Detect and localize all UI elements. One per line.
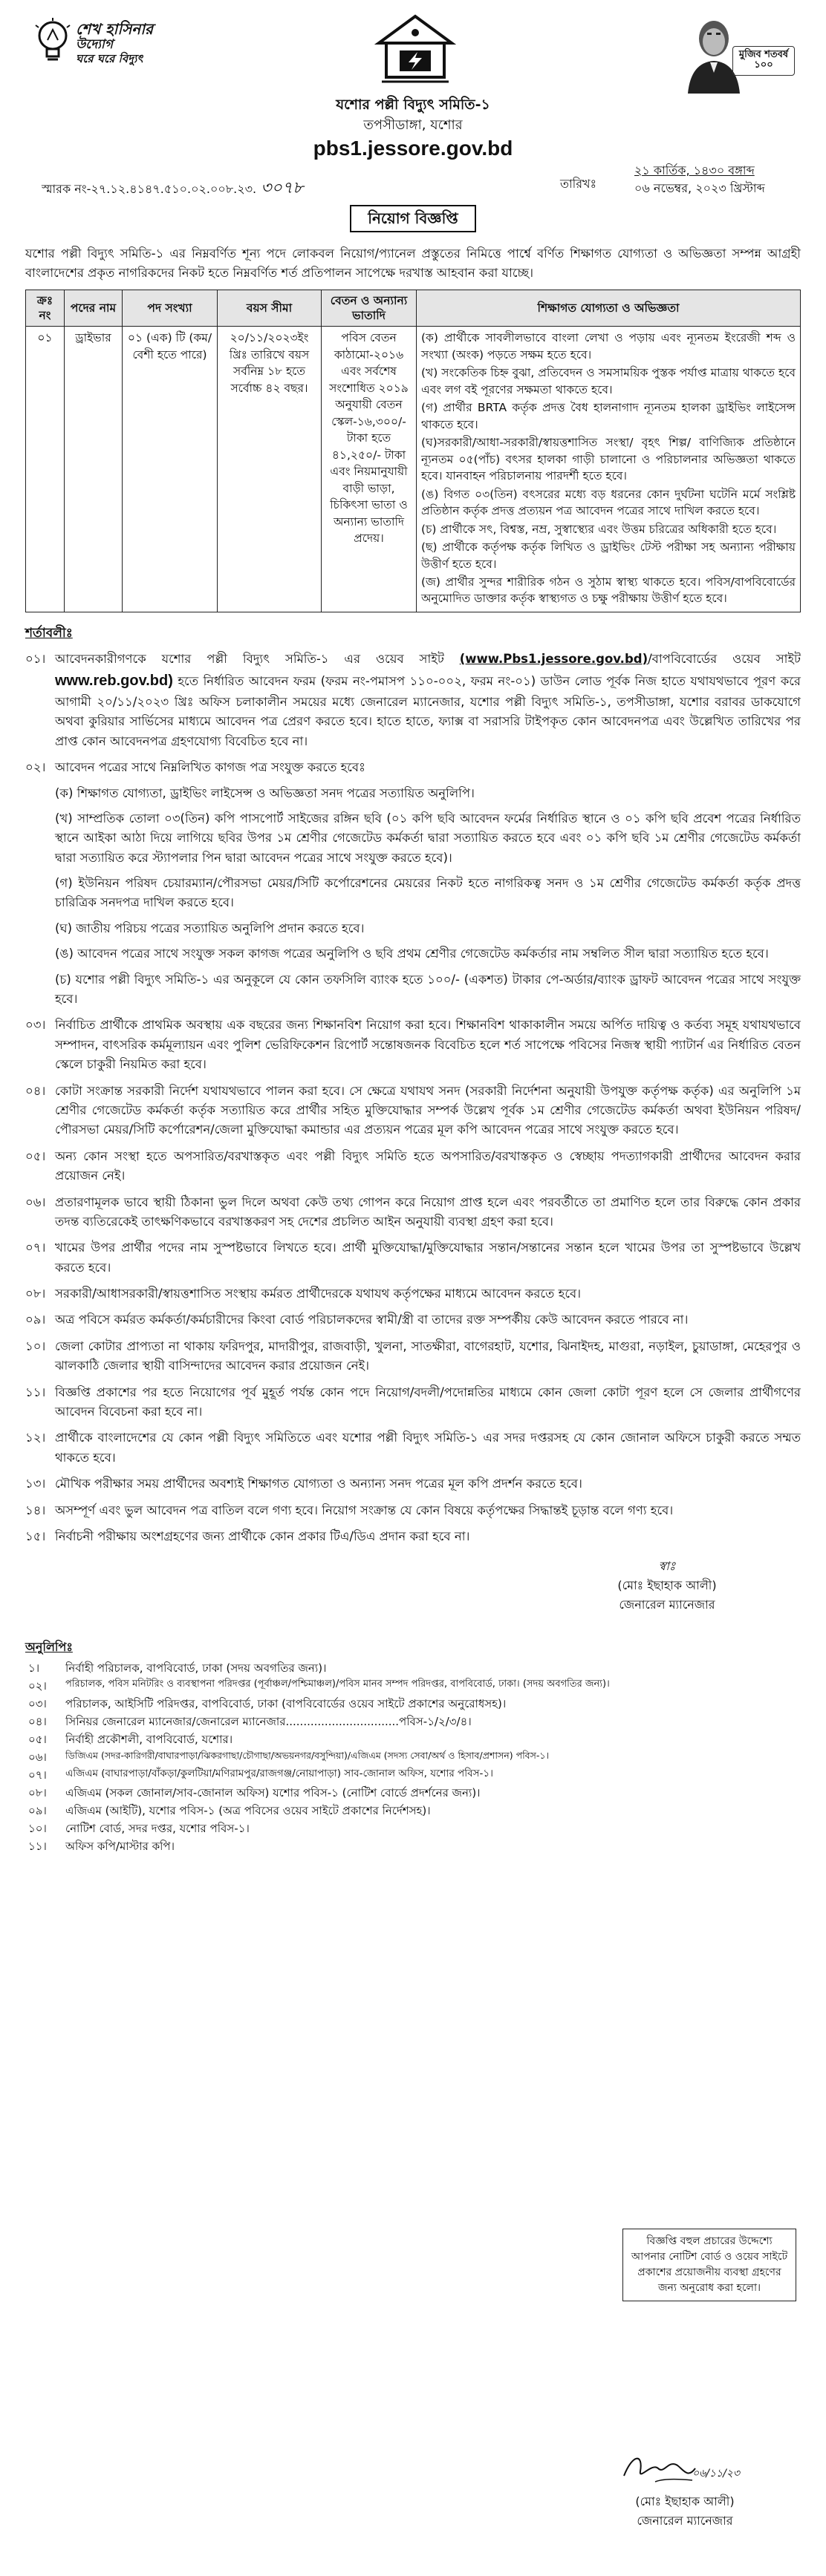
cell-serial: ০১ (26, 327, 65, 612)
condition-number: ০৩। (25, 1018, 46, 1033)
condition-2-sub: (ক) শিক্ষাগত যোগ্যতা, ড্রাইভিং লাইসেন্স ও অভিজ্ঞতা সনদ পত্রের সত্যায়িত অনুলিপি। (55, 785, 475, 800)
qualification-item: (চ) প্রার্থীকে সৎ, বিশ্বস্ত, নম্র, সুস্বাস্থ্যের এবং উত্তম চরিত্রের অধিকারী হতে হবে। (421, 522, 777, 536)
cell-post: ড্রাইভার (65, 327, 123, 612)
copy-text: এজিএম (আইটি), যশোর পবিস-১ (অত্র পবিসের ওয়েব সাইটে প্রকাশের নির্দেশসহ)। (65, 1803, 431, 1817)
copy-number: ০৯। (28, 1803, 47, 1817)
condition-2 (25, 758, 801, 777)
condition-number: ১৪। (25, 1503, 46, 1517)
signature-label: স্বাঃ (658, 1559, 676, 1574)
final-signatory-designation: জেনারেল ম্যানেজার (637, 2513, 733, 2528)
date-bangla: ২১ কার্তিক, ১৪৩০ বঙ্গাব্দ (634, 163, 755, 177)
condition-9 (25, 1310, 801, 1330)
lightbulb-icon (33, 18, 73, 64)
memo-label: স্মারক নং-২৭.১২.৪১৪৭.৫১০.০২.০০৮.২৩. (42, 182, 257, 196)
col-serial: ক্রঃ নং (26, 290, 65, 327)
vacancy-table (25, 290, 801, 612)
notice-title (25, 205, 801, 232)
condition-text: কোটা সংক্রান্ত সরকারী নির্দেশ যথাযথভাবে পালন করা হবে। সে ক্ষেত্রে যথাযথ সনদ (সরকারী নির্দেশনা অনুযায়ী উপযুক্ত কর্তৃপক্ষ কর্তৃক) এর অনুলিপি ১ম শ্রেণীর গেজেটেড কর্মকর্তা কর্তৃক সত্যায়িত করে প্রার্থীর সহিত মুক্তিযোদ্ধার সম্পর্ক উল্লেখ পূর্বক ১ম শ্রেণীর গেজেটেড কর্মকর্তা অথবা ইউনিয়ন পরিষদ/পৌরসভা মেয়র/সিটি কর্পোরেশন/জেলা মুক্তিযোদ্ধা কমান্ডার এর প্রত্যয়ন পত্রের মূল কপি আবেদন পত্রের সাথে সংযুক্ত করতে হবে। (55, 1083, 801, 1137)
list-item (25, 1837, 620, 1855)
list-item (25, 1820, 620, 1837)
list-item (25, 1766, 620, 1784)
condition-text: খামের উপর প্রার্থীর পদের নাম সুস্পষ্টভাবে লিখতে হবে। প্রার্থী মুক্তিযোদ্ধা/মুক্তিযোদ্ধার সন্তান/সন্তানের সন্তান হলে খামের উপর তা সুস্পষ্টভাবে উল্লেখ করতে হবে। (55, 1240, 801, 1275)
copy-number: ০৪। (28, 1714, 47, 1728)
condition-text: অন্য কোন সংস্থা হতে অপসারিত/বরখাস্তকৃত এবং পল্লী বিদ্যুৎ সমিতি হতে অপসারিত/বরখাস্তকৃত ও স্বেচ্ছায় পদত্যাগকারী প্রার্থীদের আবেদন করার প্রয়োজন নেই। (55, 1148, 801, 1183)
cell-age: ২০/১১/২০২৩ইং খ্রিঃ তারিখে বয়স সর্বনিম্ন ১৮ হতে সর্বোচ্চ ৪২ বছর। (218, 327, 322, 612)
condition-text: অত্র পবিসে কর্মরত কর্মকর্তা/কর্মচারীদের কিংবা বোর্ড পরিচালকদের স্বামী/স্ত্রী বা তাদের রক্ত সম্পর্কীয় কেউ আবেদন করতে পারবে না। (55, 1312, 689, 1327)
condition-number: ০৭। (25, 1240, 46, 1255)
condition-14 (25, 1501, 801, 1520)
final-signature (596, 2446, 774, 2531)
publicity-note-box: বিজ্ঞপ্তি বহুল প্রচারের উদ্দেশ্যে আপনার নোটিশ বোর্ড ও ওয়েব সাইটে প্রকাশের প্রয়োজনীয় ব্যবস্থা গ্রহণের জন্য অনুরোধ করা হলো। (622, 2229, 796, 2301)
list-item (25, 1784, 620, 1802)
list-item (25, 1730, 620, 1748)
reb-website-link[interactable]: www.reb.gov.bd) (55, 672, 173, 689)
copy-number: ০৭। (28, 1768, 47, 1782)
condition-number: ০৫। (25, 1148, 46, 1163)
copy-number: ০৩। (28, 1696, 47, 1710)
condition-text: সরকারী/আধাসরকারী/স্বায়ত্তশাসিত সংস্থায় কর্মরত প্রার্থীদেরকে যথাযথ কর্তৃপক্ষের মাধ্যমে আবেদন করতে হবে। (55, 1287, 582, 1301)
condition-number: ১৫। (25, 1529, 46, 1543)
condition-2-sub: (গ) ইউনিয়ন পরিষদ চেয়ারম্যান/পৌরসভা মেয়র/সিটি কর্পোরেশনের মেয়রের নিকট হতে নাগরিকত্ব সনদ ও ১ম শ্রেণীর গেজেটেড কর্মকর্তা কর্তৃক প্রদত্ত চারিত্রিক সনদপত্র দাখিল করতে হবে। (55, 876, 801, 910)
condition-number: ১৩। (25, 1477, 46, 1491)
condition-number: ০১। (25, 651, 46, 666)
condition-10 (25, 1337, 801, 1376)
copy-text: পরিচালক, আইসিটি পরিদপ্তর, বাপবিবোর্ড, ঢাকা (বাপবিবোর্ডের ওয়েব সাইটে প্রকাশের অনুরোধসহ)। (65, 1696, 507, 1710)
copy-text: সিনিয়র জেনারেল ম্যানেজার/জেনারেল ম্যানেজার................................পবিস-১/২/৩/৪। (65, 1714, 472, 1728)
list-item (25, 1677, 620, 1695)
memo-serial: ৩০৭৮ (261, 179, 304, 197)
signature-block (25, 1557, 801, 1668)
condition-number: ০৬। (25, 1194, 46, 1209)
condition-text: প্রতারণামূলক ভাবে স্থায়ী ঠিকানা ভুল দিলে অথবা কেউ তথ্য গোপন করে নিয়োগ প্রাপ্ত হলে এবং পরবর্তীতে তা প্রমাণিত হলে তার বিরুদ্ধে কোন প্রকার তদন্ত ব্যতিরেকেই তাৎক্ষণিকভাবে বরখাস্তকরণ সহ দেশের প্রচলিত আইন অনুযায়ী ব্যবস্থা গ্রহণ করা হবে। (55, 1194, 801, 1229)
table-row (26, 327, 801, 612)
condition-13 (25, 1474, 801, 1494)
qualification-item: (ক) প্রার্থীকে সাবলীলভাবে বাংলা লেখা ও পড়ায় এবং ন্যূনতম ইংরেজী শব্দ ও সংখ্যা (অংক) পড়তে সক্ষম হতে হবে। (421, 331, 796, 362)
signatory-designation: জেনারেল ম্যানেজার (619, 1597, 715, 1612)
qualification-item: (খ) সংকেতিক চিহ্ন বুঝা, প্রতিবেদন ও সমসাময়িক পুস্তক পর্যাপ্ত মাত্রায় থাকতে হবে এবং লগ বই পূরণের সক্ষমতা থাকতে হবে। (421, 366, 796, 396)
condition-2-sub: (ঘ) জাতীয় পরিচয় পত্রের সত্যায়িত অনুলিপি প্রদান করতে হবে। (55, 921, 365, 935)
condition-text: অসম্পূর্ণ এবং ভুল আবেদন পত্র বাতিল বলে গণ্য হবে। নিয়োগ সংক্রান্ত যে কোন বিষয়ে কর্তৃপক্ষের সিদ্ধান্তই চূড়ান্ত বলে গণ্য হবে। (55, 1503, 674, 1517)
condition-12 (25, 1428, 801, 1468)
table-header-row (26, 290, 801, 327)
condition-text: নির্বাচিত প্রার্থীকে প্রাথমিক অবস্থায় এক বছরের জন্য শিক্ষানবিশ নিয়োগ করা হবে। শিক্ষানবিশ থাকাকালীন সময়ে অর্পিত দায়িত্ব ও কর্তব্য সমূহ যথাযথভাবে সম্পাদন, বাৎসরিক কর্মমূল্যায়ন এবং পুলিশ ভেরিফিকেশন রিপোর্ট সন্তোষজনক বিবেচিত হলে শর্ত সাপেক্ষে পবিসের নিজস্ব স্থায়ী প্যাটার্ন এর নির্ধারিত বেতন স্কেলে চাকুরী নিয়মিত করা হবে। (55, 1018, 801, 1072)
copy-number: ০৬। (28, 1750, 47, 1764)
pbs-website-link[interactable]: (www.Pbs1.jessore.gov.bd) (459, 651, 648, 666)
slogan-line-3: ঘরে ঘরে বিদ্যুৎ (76, 51, 143, 65)
condition-1-part1: আবেদনকারীগণকে যশোর পল্লী বিদ্যুৎ সমিতি-১ এর ওয়েব সাইট (55, 651, 444, 666)
copy-text: পরিচালক, পবিস মনিটরিং ও ব্যবস্থাপনা পরিদপ্তর (পূর্বাঞ্চল/পশ্চিমাঞ্চল)/পবিস মানব সম্পদ পরিদপ্তর, বাপবিবোর্ড, ঢাকা। (সদয় অবগতির জন্য)। (65, 1678, 610, 1690)
qualification-item: (ঘ)সরকারী/আধা-সরকারী/স্বায়ত্তশাসিত সংস্থা/ বৃহৎ শিল্প/ বাণিজ্যিক প্রতিষ্ঠানে ন্যূনতম ০৫(পাঁচ) বৎসর হালকা গাড়ী চালানো ও পরিচালনার অভিজ্ঞতা থাকতে হবে। যানবাহন পরিচালনায় পারদর্শী হতে হবে। (421, 436, 796, 483)
organization-website[interactable]: pbs1.jessore.gov.bd (313, 137, 513, 160)
list-item (25, 1713, 620, 1730)
condition-6 (25, 1193, 801, 1232)
col-salary: বেতন ও অন্যান্য ভাতাদি (322, 290, 417, 327)
col-count: পদ সংখ্যা (123, 290, 218, 327)
organization-name: যশোর পল্লী বিদ্যুৎ সমিতি-১ (336, 97, 490, 113)
mujib-logo-text: মুজিব শতবর্ষ ১০০ (732, 46, 795, 76)
memo-number (42, 177, 303, 200)
copies-title: অনুলিপিঃ (25, 1640, 73, 1655)
signatory-name: (মোঃ ইছাহাক আলী) (617, 1578, 717, 1592)
copy-text: এজিএম (সকল জোনাল/সাব-জোনাল অফিস) যশোর পবিস-১ (নোটিশ বোর্ডে প্রদর্শনের জন্য)। (65, 1785, 481, 1799)
copy-text: নির্বাহী প্রকৌশলী, বাপবিবোর্ড, যশোর। (65, 1732, 233, 1746)
copy-number: ১১। (28, 1839, 47, 1853)
col-qualification: শিক্ষাগত যোগ্যতা ও অভিজ্ঞতা (417, 290, 801, 327)
copy-number: ১০। (28, 1821, 47, 1835)
date-label: তারিখঃ (560, 177, 597, 191)
condition-1-part3: হতে নির্ধারিত আবেদন ফরম (ফরম নং-পমাসপ ১১০-০০২, ফরম নং-০১) ডাউন লোড পূর্বক নিজ হাতে যথাযথভাবে পূরণ করে আগামী ২০/১১/২০২৩ খ্রিঃ অফিস চলাকালীন সময়ের মধ্যে জেনারেল ম্যানেজার, যশোর পল্লী বিদ্যুৎ সমিতি-১, তপসীডাঙ্গা, যশোর বরাবর ডাকযোগে অথবা কুরিয়ার সার্ভিসের মাধ্যমে আবেদন পত্র প্রেরণ করতে হবে। হাতে হাতে, ফ্যাক্স বা সরাসরি টাইপকৃত কোন আবেদনপত্র এবং উল্লেখিত তারিখের পর প্রাপ্ত কোন আবেদনপত্র গ্রহণযোগ্য বিবেচিত হবে না। (55, 673, 801, 748)
condition-5 (25, 1147, 801, 1186)
condition-2-sub: (খ) সাম্প্রতিক তোলা ০৩(তিন) কপি পাসপোর্ট সাইজের রঙ্গিন ছবি (০১ কপি ছবি আবেদন ফর্মের নির্ধারিত স্থানে ও ০১ কপি ছবি প্রবেশ পত্রের নির্ধারিত স্থানে আইকা আঠা দিয়ে লাগিয়ে ছবির উপর ১ম শ্রেণীর গেজেটেড কর্মকর্তা দ্বারা সত্যায়িত করতে হবে এবং ০১ কপি ছবি ১ম শ্রেণীর গেজেটেড কর্মকর্তা দ্বারা সত্যায়িত করে স্ট্যাপলার পিন দ্বারা আবেদন পত্রের সাথে সংযুক্ত করতে হবে)। (55, 811, 801, 865)
copy-number: ০৮। (28, 1785, 47, 1799)
condition-text: আবেদন পত্রের সাথে নিম্নলিখিত কাগজ পত্র সংযুক্ত করতে হবেঃ (55, 760, 365, 775)
condition-number: ০৮। (25, 1287, 46, 1301)
copy-text: এজিএম (বাঘারপাড়া/বাঁকড়া/কুলটিয়া/মণিরামপুর/রাজগঞ্জ/নোয়াপাড়া) সাব-জোনাল অফিস, যশোর পবিস-১। (65, 1767, 493, 1779)
slogan-line-2: উদ্যোগ (76, 37, 114, 52)
condition-2-sub: (ঙ) আবেদন পত্রের সাথে সংযুক্ত সকল কাগজ পত্রের অনুলিপি ও ছবি প্রথম শ্রেণীর গেজেটেড কর্মকর্তার নাম সম্বলিত সীল দ্বারা সত্যায়িত হতে হবে। (55, 947, 769, 961)
condition-text: বিজ্ঞপ্তি প্রকাশের পর হতে নিয়োগের পূর্ব মুহূর্ত পর্যন্ত কোন পদে নিয়োগ/বদলী/পদোন্নতির মাধ্যমে কোন জেলা কোটা পূরণ হলে সে জেলার প্রার্থীগণের আবেদন বিবেচনা করা হবে না। (55, 1385, 801, 1419)
condition-4 (25, 1082, 801, 1140)
condition-3 (25, 1016, 801, 1074)
copy-number: ০২। (28, 1678, 47, 1693)
signature-upper (585, 1557, 749, 1614)
condition-15 (25, 1527, 801, 1546)
condition-text: মৌখিক পরীক্ষার সময় প্রার্থীদের অবশ্যই শিক্ষাগত যোগ্যতা ও অন্যান্য সনদ পত্রের মূল কপি প্রদর্শন করতে হবে। (55, 1477, 582, 1491)
final-signatory-name: (মোঃ ইছাহাক আলী) (635, 2494, 735, 2509)
condition-text: জেলা কোটার প্রাপ্যতা না থাকায় ফরিদপুর, মাদারীপুর, রাজবাড়ী, খুলনা, সাতক্ষীরা, বাগেরহাট, যশোর, ঝিনাইদহ, মাগুরা, নড়াইল, চুয়াডাঙ্গা, মেহেরপুর ও ঝালকাঠি জেলার স্থায়ী বাসিন্দাদের আবেদন করার প্রয়োজন নেই। (55, 1338, 801, 1373)
condition-text (55, 650, 801, 752)
condition-11 (25, 1383, 801, 1422)
mujib-centenary-logo (646, 13, 795, 95)
cell-salary: পবিস বেতন কাঠামো-২০১৬ এবং সর্বশেষ সংশোধিত ২০১৯ অনুযায়ী বেতন স্কেল-১৬,৩০০/- টাকা হতে ৪১,২৫০/- টাকা এবং নিয়মানুযায়ী বাড়ী ভাড়া, চিকিৎসা ভাতা ও অন্যান্য ভাতাদি প্রদেয়। (322, 327, 417, 612)
cell-qualifications (417, 327, 801, 612)
list-item (25, 1695, 620, 1713)
condition-number: ০৪। (25, 1083, 46, 1098)
condition-number: ১০। (25, 1338, 46, 1353)
condition-number: ০৯। (25, 1312, 46, 1327)
slogan-logo (33, 16, 211, 68)
condition-number: ১১। (25, 1385, 46, 1399)
condition-text: প্রার্থীকে বাংলাদেশের যে কোন পল্লী বিদ্যুৎ সমিতিতে এবং যশোর পল্লী বিদ্যুৎ সমিতি-১ এর সদর দপ্তরসহ যে কোন জোনাল অফিসে চাকুরী করতে সম্মত থাকতে হবে। (55, 1431, 801, 1465)
condition-number: ১২। (25, 1431, 46, 1445)
copy-text: নির্বাহী পরিচালক, বাপবিবোর্ড, ঢাকা (সদয় অবগতির জন্য)। (65, 1661, 327, 1675)
copy-number: ০৫। (28, 1732, 47, 1746)
pbs-emblem-icon (374, 13, 456, 88)
condition-8 (25, 1284, 801, 1304)
qualification-item: (জ) প্রার্থীর সুন্দর শারীরিক গঠন ও সুঠাম স্বাস্থ্য থাকতে হবে। পবিস/বাপবিবোর্ডের অনুমোদিত ডাক্তার কর্তৃক স্বাস্থ্যগত ও চক্ষু পরীক্ষায় উত্তীর্ণ হতে হবে। (421, 575, 796, 606)
slogan-line-1: শেখ হাসিনার (76, 20, 154, 38)
qualification-item: (ঙ) বিগত ০৩(তিন) বৎসরের মধ্যে বড় ধরনের কোন দুর্ঘটনা ঘটেনি মর্মে সংশ্লিষ্ট প্রতিষ্ঠান কর্তৃক প্রদত্ত প্রত্যয়ন পত্র আবেদন পত্রের সাথে দাখিল করতে হবে। (421, 487, 796, 518)
condition-text: নির্বাচনী পরীক্ষায় অংশগ্রহণের জন্য প্রার্থীকে কোন প্রকার টিএ/ডিএ প্রদান করা হবে না। (55, 1529, 470, 1543)
date-english: ০৬ নভেম্বর, ২০২৩ খ্রিস্টাব্দ (634, 181, 765, 195)
list-item (25, 1748, 620, 1766)
col-post: পদের নাম (65, 290, 123, 327)
notice-intro: যশোর পল্লী বিদ্যুৎ সমিতি-১ এর নিম্নবর্ণিত শূন্য পদে লোকবল নিয়োগ/প্যানেল প্রস্তুতের নিমিত্তে পার্শ্বে বর্ণিত শিক্ষাগত যোগ্যতা ও অভিজ্ঞতা সম্পন্ন আগ্রহী বাংলাদেশের প্রকৃত নাগরিকদের নিকট হতে নিম্নবর্ণিত শর্ত প্রতিপালন সাপেক্ষে দরখাস্ত আহবান করা যাচ্ছে। (25, 246, 801, 280)
condition-1-part2: /বাপবিবোর্ডের ওয়েব সাইট (648, 651, 801, 666)
condition-7 (25, 1238, 801, 1278)
copy-text: নোটিশ বোর্ড, সদর দপ্তর, যশোর পবিস-১। (65, 1821, 250, 1835)
conditions-title: শর্তাবলীঃ (25, 625, 73, 641)
condition-1 (25, 650, 801, 752)
copy-text: অফিস কপি/মাস্টার কপি। (65, 1839, 175, 1853)
signature-date: ০৬/১১/২৩ (692, 2468, 741, 2479)
slogan-text (76, 21, 153, 65)
memo-date-row (25, 162, 801, 199)
cell-count: ০১ (এক) টি (কম/বেশী হতে পারে) (123, 327, 218, 612)
copy-number: ১। (28, 1661, 40, 1675)
list-item (25, 1802, 620, 1820)
organization-address: তপসীডাঙ্গা, যশোর (363, 117, 463, 133)
notice-title-text: নিয়োগ বিজ্ঞপ্তি (350, 205, 476, 232)
qualification-item: (ছ) প্রার্থীকে কর্তৃপক্ষ কর্তৃক লিখিত ও ড্রাইভিং টেস্ট পরীক্ষা সহ অন্যান্য পরীক্ষায় উত্তীর্ণ হতে হবে। (421, 540, 796, 571)
condition-2-sub: (চ) যশোর পল্লী বিদ্যুৎ সমিতি-১ এর অনুকূলে যে কোন তফসিলি ব্যাংক হতে ১০০/- (একশত) টাকার পে-অর্ডার/ব্যাংক ড্রাফট আবেদন পত্রের সাথে সংযুক্ত হবে। (55, 972, 801, 1007)
condition-number: ০২। (25, 760, 46, 775)
copies-list (25, 1659, 620, 1855)
qualification-item: (গ) প্রার্থীর BRTA কর্তৃক প্রদত্ত বৈধ হালনাগাদ ন্যূনতম হালকা ড্রাইভিং লাইসেন্স থাকতে হবে। (421, 401, 796, 431)
letterhead (25, 13, 801, 199)
copy-text: ডিজিএম (সদর-কারিগরী/বাঘারপাড়া/ঝিকরগাছা/চৌগাছা/অভয়নগর/বসুন্দিয়া)/এজিএম (সদস্য সেবা/অর্থ ও হিসাব/প্রশাসন) পবিস-১। (65, 1749, 549, 1761)
col-age: বয়স সীমা (218, 290, 322, 327)
